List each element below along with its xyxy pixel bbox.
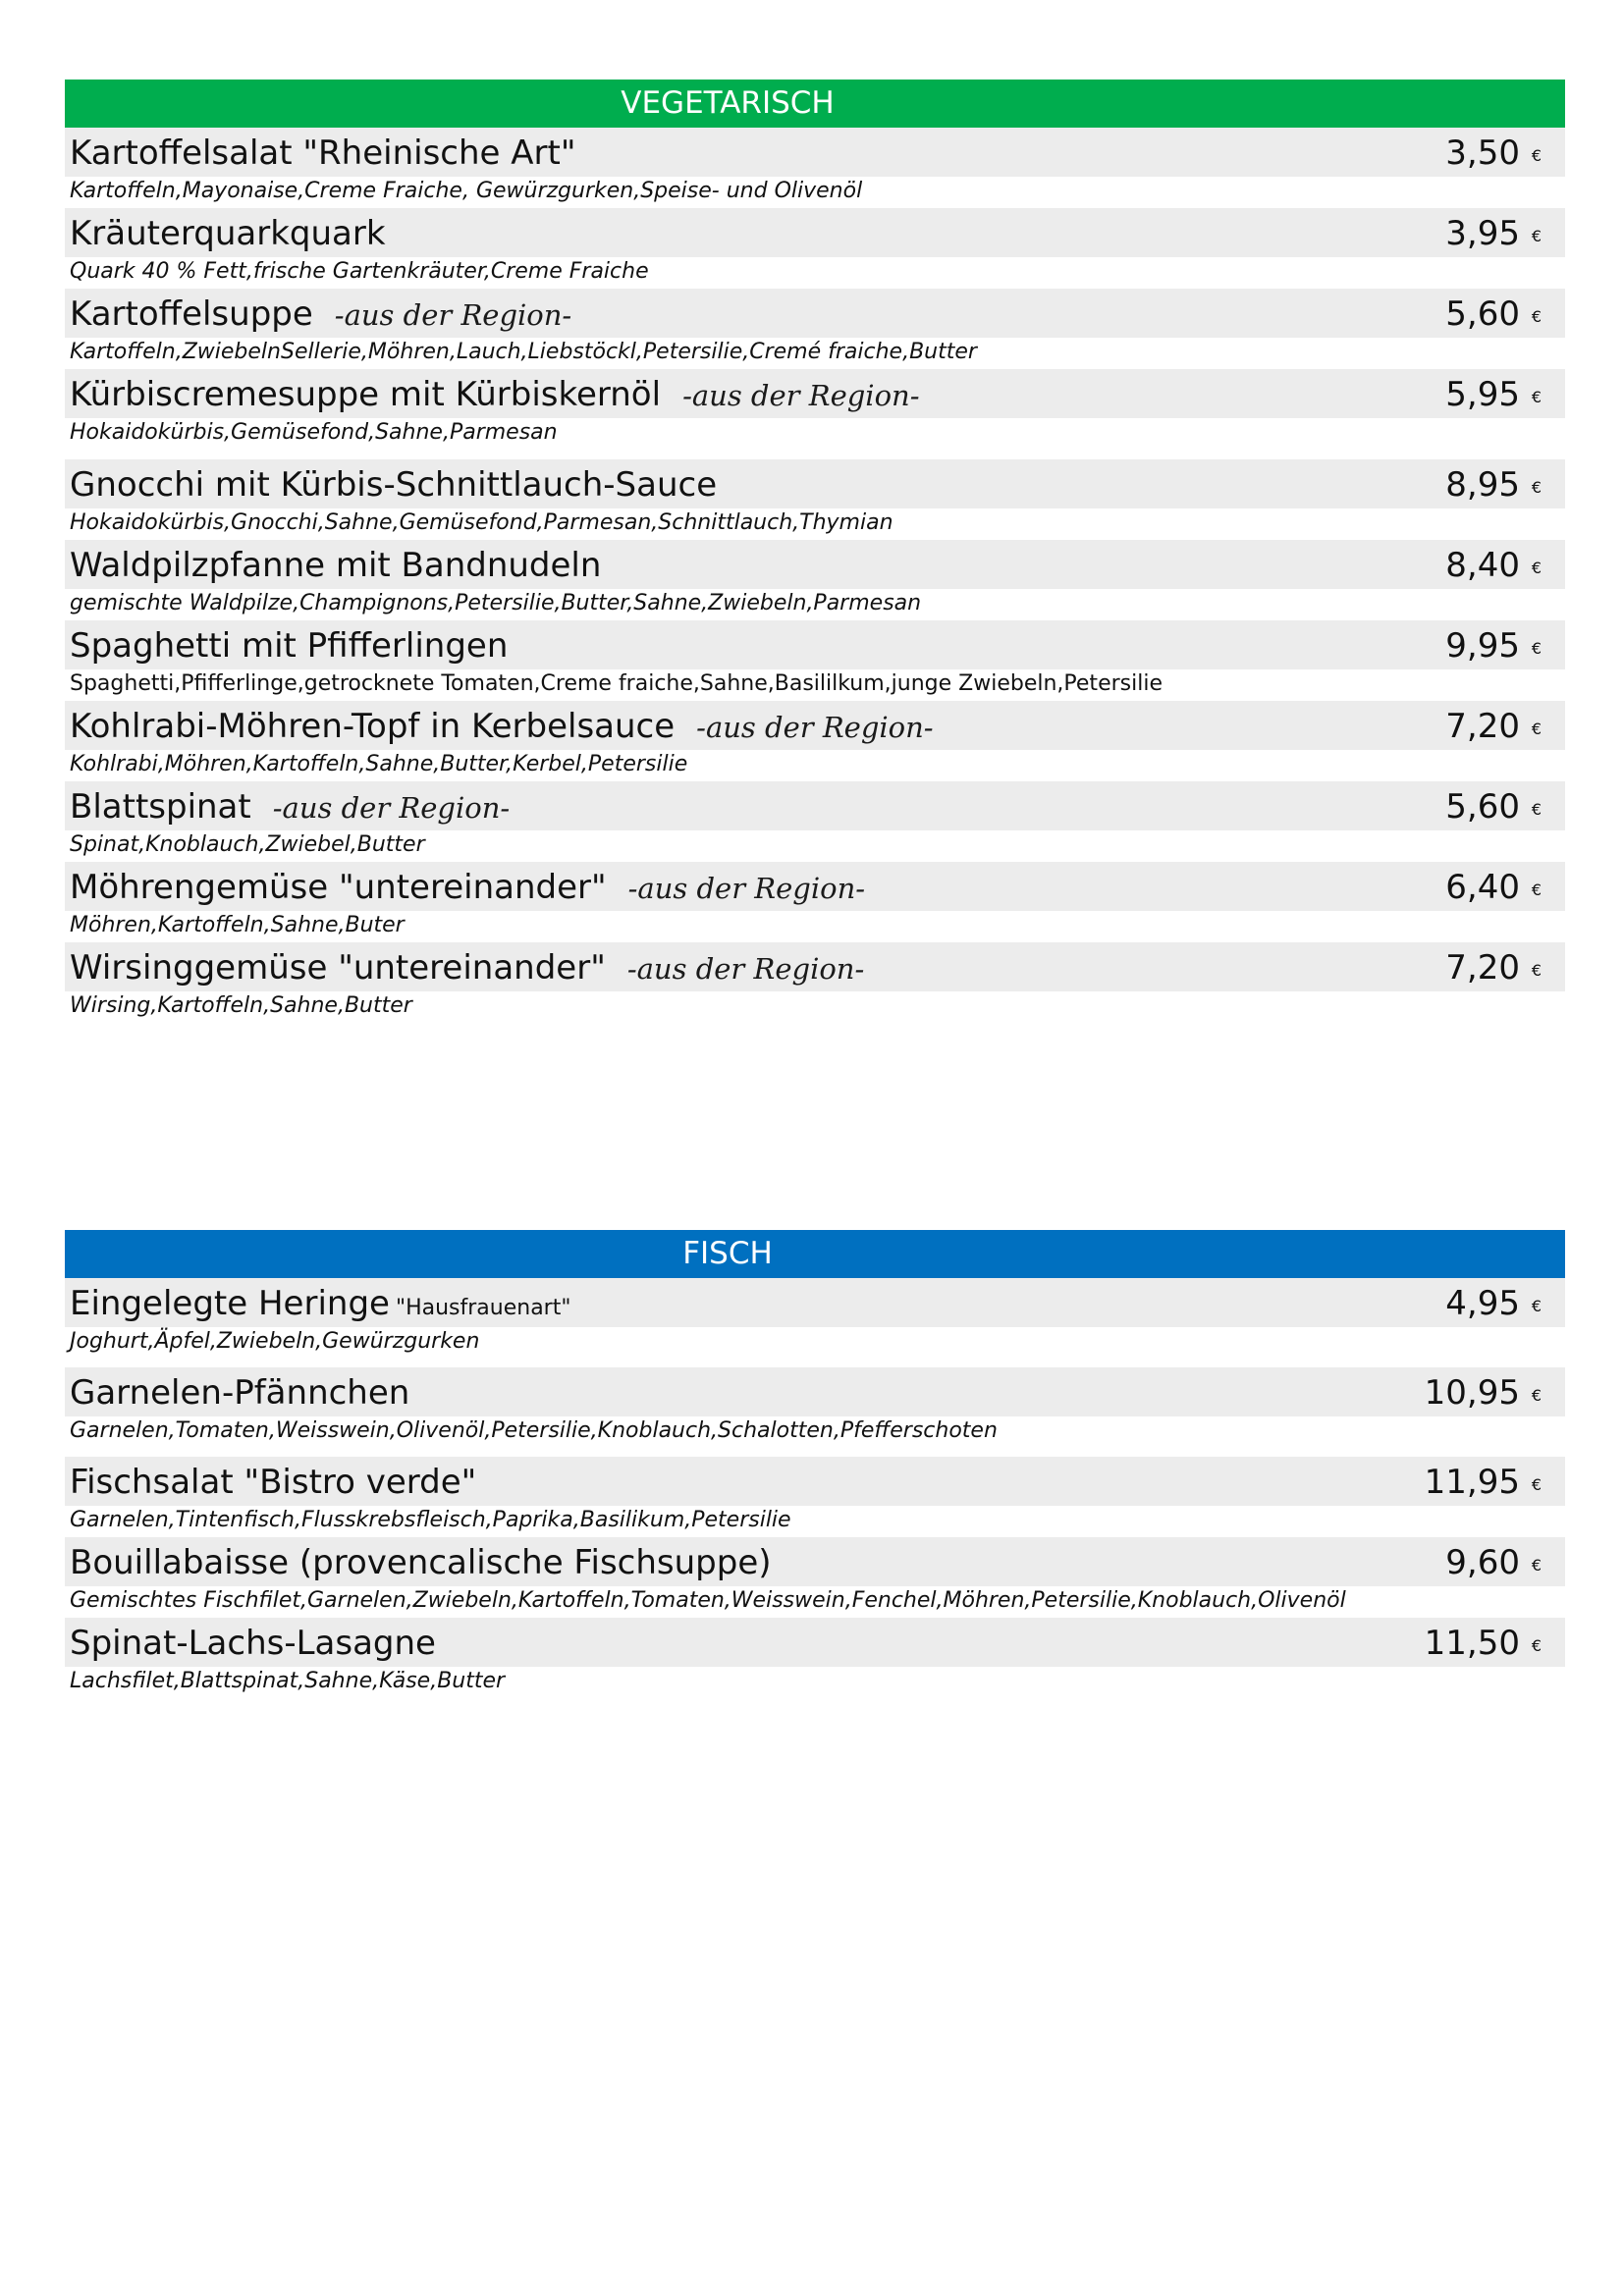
- dish-name: [70, 459, 717, 510]
- menu-item-row: [65, 289, 1565, 338]
- dish-name: [70, 1367, 409, 1418]
- dish-ingredients: Gemischtes Fischfilet,Garnelen,Zwiebeln,Kartoffeln,Tomaten,Weisswein,Fenchel,Möhren,Petersilie,Knoblauch,Olivenöl: [70, 1588, 1346, 1613]
- region-note: -aus der Region-: [334, 298, 572, 332]
- menu-item: [65, 1537, 1565, 1618]
- menu-item: [65, 1367, 1565, 1457]
- dish-title: Fischsalat "Bistro verde": [70, 1463, 477, 1502]
- section-title: FISCH: [682, 1236, 773, 1271]
- menu-item-row: [65, 1618, 1565, 1667]
- dish-price: 8,95: [1445, 465, 1520, 505]
- menu-item: [65, 1278, 1565, 1367]
- dish-price: 11,95: [1424, 1463, 1520, 1502]
- menu-item: [65, 1457, 1565, 1537]
- dish-name: [70, 128, 575, 179]
- dish-subtitle: "Hausfrauenart": [395, 1296, 571, 1320]
- dish-name: [70, 540, 601, 591]
- section-header: [65, 80, 1565, 128]
- dish-name: [70, 701, 934, 753]
- menu-item: [65, 369, 1565, 459]
- section-header: [65, 1230, 1565, 1278]
- dish-title: Spaghetti mit Pfifferlingen: [70, 626, 509, 666]
- menu-section-fisch: [65, 1230, 1565, 1698]
- region-note: -aus der Region-: [627, 872, 866, 905]
- dish-price: 6,40: [1445, 868, 1520, 907]
- dish-title: Eingelegte Heringe: [70, 1284, 390, 1323]
- menu-item-row: [65, 459, 1565, 508]
- region-note: -aus der Region-: [272, 791, 511, 825]
- menu-item-row: [65, 1367, 1565, 1416]
- dish-ingredients: Spinat,Knoblauch,Zwiebel,Butter: [70, 832, 425, 857]
- dish-title: Waldpilzpfanne mit Bandnudeln: [70, 546, 602, 585]
- menu-item: [65, 862, 1565, 942]
- dish-ingredients: Wirsing,Kartoffeln,Sahne,Butter: [70, 993, 412, 1018]
- currency-symbol: €: [1531, 1386, 1542, 1405]
- menu-section-vegetarisch: [65, 80, 1565, 1033]
- currency-symbol: €: [1531, 227, 1542, 245]
- menu-items-list: [65, 128, 1565, 1033]
- dish-title: Garnelen-Pfännchen: [70, 1373, 410, 1413]
- section-title: VEGETARISCH: [621, 85, 835, 121]
- dish-name: [70, 1278, 570, 1334]
- dish-name: [70, 208, 386, 259]
- menu-item-row: [65, 781, 1565, 830]
- dish-price: 8,40: [1445, 546, 1520, 585]
- currency-symbol: €: [1531, 1297, 1542, 1315]
- dish-price: 7,20: [1445, 707, 1520, 746]
- dish-title: Kräuterquarkquark: [70, 214, 386, 253]
- menu-item-row: [65, 862, 1565, 911]
- dish-price: 11,50: [1424, 1624, 1520, 1663]
- dish-price: 3,50: [1445, 133, 1520, 173]
- menu-item: [65, 701, 1565, 781]
- menu-item-row: [65, 369, 1565, 418]
- menu-items-list: [65, 1278, 1565, 1698]
- menu-item: [65, 1618, 1565, 1698]
- menu-item-row: [65, 1537, 1565, 1586]
- dish-price: 10,95: [1424, 1373, 1520, 1413]
- menu-item-row: [65, 128, 1565, 177]
- dish-title: Kartoffelsuppe: [70, 294, 313, 334]
- currency-symbol: €: [1531, 1556, 1542, 1575]
- dish-ingredients: gemischte Waldpilze,Champignons,Petersilie,Butter,Sahne,Zwiebeln,Parmesan: [70, 591, 922, 615]
- dish-title: Möhrengemüse "untereinander": [70, 868, 607, 907]
- currency-symbol: €: [1531, 800, 1542, 819]
- dish-name: [70, 369, 920, 421]
- menu-item-row: [65, 540, 1565, 589]
- dish-price: 3,95: [1445, 214, 1520, 253]
- dish-ingredients: Joghurt,Äpfel,Zwiebeln,Gewürzgurken: [70, 1329, 480, 1354]
- dish-ingredients: Möhren,Kartoffeln,Sahne,Buter: [70, 913, 405, 937]
- dish-name: [70, 862, 865, 914]
- menu-item: [65, 128, 1565, 208]
- dish-name: [70, 781, 510, 833]
- dish-name: [70, 1457, 476, 1508]
- dish-price: 5,60: [1445, 294, 1520, 334]
- dish-price: 9,60: [1445, 1543, 1520, 1582]
- dish-ingredients: Hokaidokürbis,Gemüsefond,Sahne,Parmesan: [70, 420, 558, 445]
- dish-ingredients: Spaghetti,Pfifferlinge,getrocknete Tomaten,Creme fraiche,Sahne,Basililkum,junge Zwiebeln,Petersilie: [70, 671, 1163, 696]
- dish-price: 5,95: [1445, 375, 1520, 414]
- menu-item-row: [65, 701, 1565, 750]
- dish-price: 5,60: [1445, 787, 1520, 827]
- menu-item-row: [65, 208, 1565, 257]
- region-note: -aus der Region-: [626, 952, 865, 986]
- dish-title: Kürbiscremesuppe mit Kürbiskernöl: [70, 375, 662, 414]
- dish-name: [70, 1537, 772, 1588]
- currency-symbol: €: [1531, 388, 1542, 406]
- currency-symbol: €: [1531, 307, 1542, 326]
- dish-ingredients: Garnelen,Tomaten,Weisswein,Olivenöl,Petersilie,Knoblauch,Schalotten,Pfefferschoten: [70, 1418, 998, 1443]
- dish-price: 4,95: [1445, 1284, 1520, 1323]
- dish-name: [70, 942, 864, 994]
- menu-item-row: [65, 620, 1565, 669]
- currency-symbol: €: [1531, 639, 1542, 658]
- region-note: -aus der Region-: [696, 711, 934, 744]
- menu-item-row: [65, 942, 1565, 991]
- menu-item: [65, 620, 1565, 701]
- dish-ingredients: Kohlrabi,Möhren,Kartoffeln,Sahne,Butter,Kerbel,Petersilie: [70, 752, 688, 776]
- menu-item: [65, 540, 1565, 620]
- menu-item: [65, 208, 1565, 289]
- dish-name: [70, 1618, 436, 1669]
- menu-item: [65, 289, 1565, 369]
- dish-ingredients: Hokaidokürbis,Gnocchi,Sahne,Gemüsefond,Parmesan,Schnittlauch,Thymian: [70, 510, 893, 535]
- dish-price: 7,20: [1445, 948, 1520, 988]
- dish-price: 9,95: [1445, 626, 1520, 666]
- dish-ingredients: Lachsfilet,Blattspinat,Sahne,Käse,Butter: [70, 1669, 506, 1693]
- dish-ingredients: Kartoffeln,Mayonaise,Creme Fraiche, Gewürzgurken,Speise- und Olivenöl: [70, 179, 863, 203]
- currency-symbol: €: [1531, 881, 1542, 899]
- menu-item-row: [65, 1457, 1565, 1506]
- menu-item-row: [65, 1278, 1565, 1327]
- dish-title: Spinat-Lachs-Lasagne: [70, 1624, 436, 1663]
- dish-ingredients: Kartoffeln,ZwiebelnSellerie,Möhren,Lauch,Liebstöckl,Petersilie,Cremé fraiche,Butter: [70, 340, 977, 364]
- currency-symbol: €: [1531, 478, 1542, 497]
- dish-title: Wirsinggemüse "untereinander": [70, 948, 606, 988]
- dish-title: Gnocchi mit Kürbis-Schnittlauch-Sauce: [70, 465, 718, 505]
- currency-symbol: €: [1531, 1475, 1542, 1494]
- currency-symbol: €: [1531, 961, 1542, 980]
- dish-name: [70, 620, 508, 671]
- dish-ingredients: Garnelen,Tintenfisch,Flusskrebsfleisch,Paprika,Basilikum,Petersilie: [70, 1508, 791, 1532]
- currency-symbol: €: [1531, 559, 1542, 577]
- region-note: -aus der Region-: [682, 379, 920, 412]
- menu-item: [65, 781, 1565, 862]
- menu-item: [65, 459, 1565, 540]
- currency-symbol: €: [1531, 146, 1542, 165]
- dish-ingredients: Quark 40 % Fett,frische Gartenkräuter,Creme Fraiche: [70, 259, 649, 284]
- dish-name: [70, 289, 571, 341]
- currency-symbol: €: [1531, 1636, 1542, 1655]
- dish-title: Kohlrabi-Möhren-Topf in Kerbelsauce: [70, 707, 676, 746]
- currency-symbol: €: [1531, 720, 1542, 738]
- dish-title: Blattspinat: [70, 787, 251, 827]
- dish-title: Kartoffelsalat "Rheinische Art": [70, 133, 576, 173]
- dish-title: Bouillabaisse (provencalische Fischsuppe): [70, 1543, 772, 1582]
- menu-item: [65, 942, 1565, 1033]
